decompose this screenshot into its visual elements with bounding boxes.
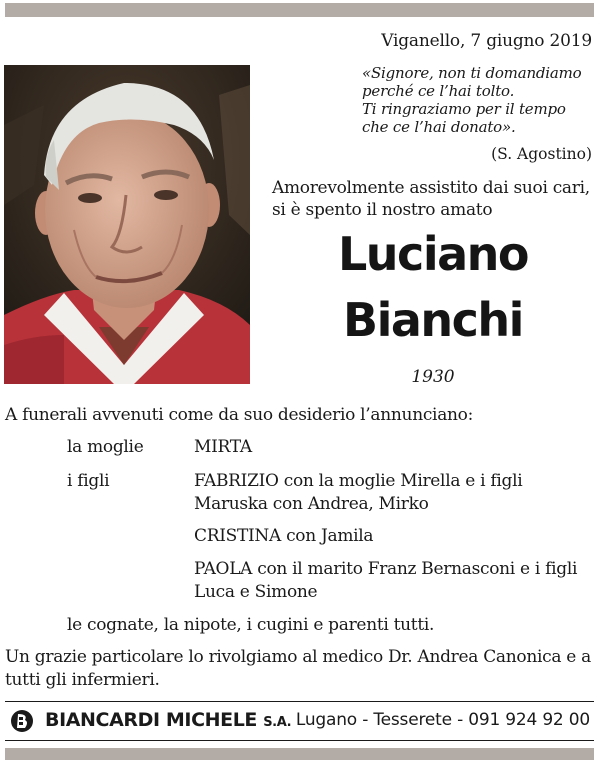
child-1-line-2: Maruska con Andrea, Mirko [194,494,429,514]
dateline: Viganello, 7 giugno 2019 [381,31,592,51]
portrait-photo [4,65,250,384]
announcement: A funerali avvenuti come da suo desiderio l’annunciano: [5,405,474,425]
quote-line: Ti ringraziamo per il tempo [362,100,566,118]
top-bar [5,3,594,17]
intro-text [272,177,590,221]
wife-label: la moglie [67,437,144,457]
bottom-bar [5,748,594,760]
company-suffix: S.A. [263,715,292,730]
footer-rule-top [5,701,594,702]
quote-author: (S. Agostino) [491,145,592,163]
quote-line: perché ce l’hai tolto. [362,82,515,100]
company-name-text: BIANCARDI MICHELE [45,709,257,731]
funeral-home-logo-icon [9,709,35,733]
funeral-home-footer [5,706,594,736]
child-3-line-2: Luca e Simone [194,582,318,602]
child-1-line-1: FABRIZIO con la moglie Mirella e i figli [194,471,523,491]
child-3-line-1: PAOLA con il marito Franz Bernasconi e i figli [194,559,578,579]
wife-name: MIRTA [194,437,252,457]
intro-line-1: Amorevolmente assistito dai suoi cari, [272,178,590,198]
quote-line: «Signore, non ti domandiamo [362,64,582,82]
thanks-line-1: Un grazie particolare lo rivolgiamo al medico Dr. Andrea Canonica e a [5,647,591,667]
quote [362,64,594,136]
portrait-illustration [4,65,250,384]
footer-rule-bottom [5,740,594,741]
other-relatives: le cognate, la nipote, i cugini e parenti tutti. [67,615,435,635]
thanks-line-2: tutti gli infermieri. [5,670,160,690]
birth-year: 1930 [411,367,455,387]
children-label: i figli [67,471,110,491]
company-name [45,709,291,731]
child-2: CRISTINA con Jamila [194,526,374,546]
thanks [5,646,591,692]
quote-line: che ce l’hai donato». [362,118,516,136]
first-name: Luciano [338,227,528,281]
last-name: Bianchi [343,293,523,347]
intro-line-2: si è spento il nostro amato [272,200,493,220]
company-contact: Lugano - Tesserete - 091 924 92 00 [295,710,590,730]
